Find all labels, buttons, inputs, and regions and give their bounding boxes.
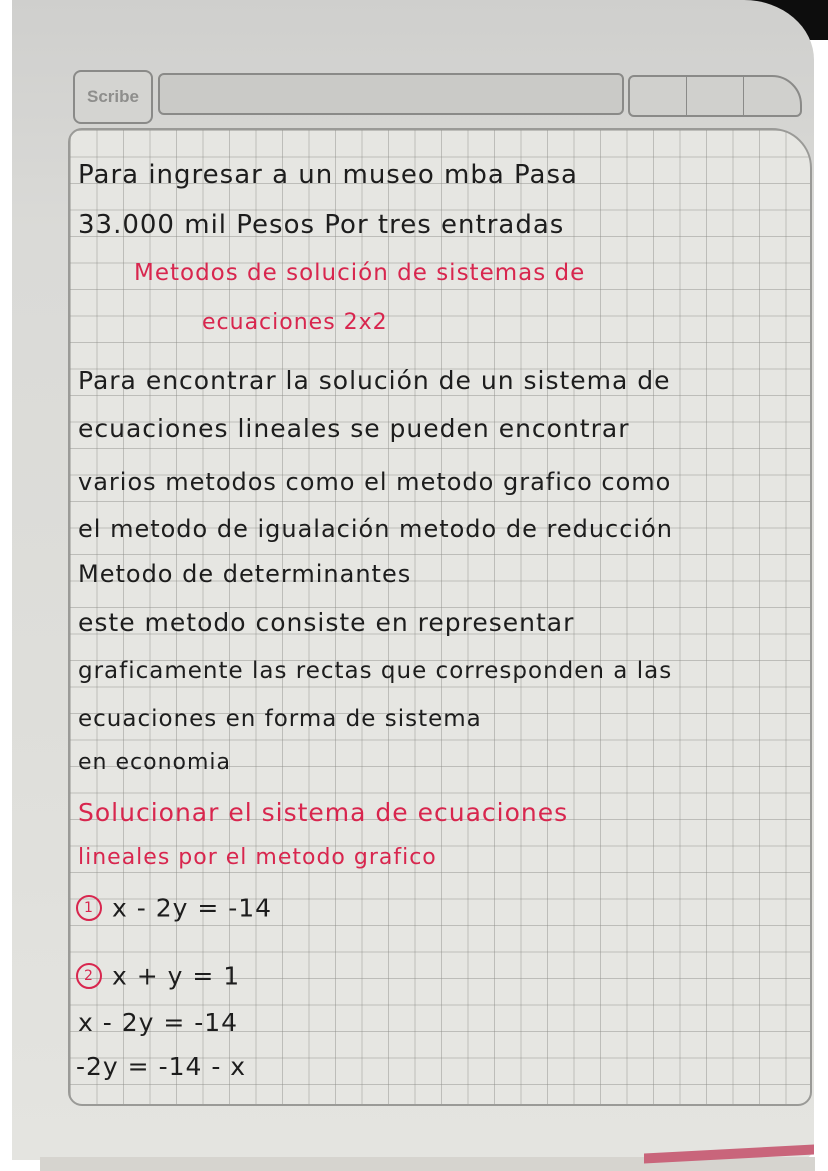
body-line-5: Metodo de determinantes <box>78 560 412 588</box>
body-line-3: varios metodos como el metodo grafico como <box>78 468 672 496</box>
date-box <box>628 75 802 117</box>
intro-line-1: Para ingresar a un museo mba Pasa <box>78 160 578 190</box>
equation-marker-2: 2 <box>76 963 102 989</box>
body-line-2: ecuaciones lineales se pueden encontrar <box>78 414 630 443</box>
brand-logo: Scribe <box>73 70 153 124</box>
body-line-4: el metodo de igualación metodo de reducción <box>78 515 673 543</box>
intro-line-2: 33.000 mil Pesos Por tres entradas <box>78 210 565 240</box>
body-line-9: en economia <box>78 750 231 775</box>
section-title-line-2: ecuaciones 2x2 <box>202 310 388 335</box>
date-cell-year <box>744 77 800 115</box>
date-cell-day <box>630 77 687 115</box>
exercise-title-line-1: Solucionar el sistema de ecuaciones <box>78 798 569 827</box>
body-line-1: Para encontrar la solución de un sistema de <box>78 366 671 395</box>
work-line-1: x - 2y = -14 <box>78 1008 239 1037</box>
title-box <box>158 73 624 115</box>
body-line-8: ecuaciones en forma de sistema <box>78 706 482 732</box>
equation-1 <box>76 892 272 923</box>
equation-marker-1: 1 <box>76 895 102 921</box>
equation-2 <box>76 960 240 991</box>
equation-1-text: x - 2y = -14 <box>112 893 273 923</box>
work-line-2: -2y = -14 - x <box>76 1052 247 1081</box>
body-line-6: este metodo consiste en representar <box>78 608 575 637</box>
equation-2-text: x + y = 1 <box>112 961 241 991</box>
date-cell-month <box>687 77 744 115</box>
exercise-title-line-2: lineales por el metodo grafico <box>78 845 437 870</box>
section-title-line-1: Metodos de solución de sistemas de <box>134 260 586 286</box>
body-line-7: graficamente las rectas que corresponden a las <box>78 658 673 684</box>
